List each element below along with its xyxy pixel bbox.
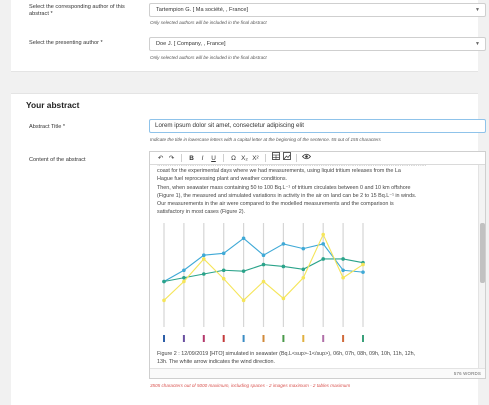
text-line: coast for the experimental days where we had measurements, using liquid tritium releases from the La xyxy=(157,168,401,174)
chart-point xyxy=(242,269,246,273)
chart-point xyxy=(282,265,286,269)
chart-time-marker xyxy=(263,335,265,342)
presenting-author-label: Select the presenting author * xyxy=(29,40,103,46)
text-line: (Figure 1), the measured and simulated variations in activity in the air on land can be 2 to 15 Bq.L⁻¹ in winds. xyxy=(157,192,417,199)
chart-point xyxy=(361,270,365,274)
chart-time-marker xyxy=(282,335,284,342)
chart-time-marker xyxy=(183,335,185,342)
abstract-title-help: Indicate the title in lowercase letters with a capital letter at the beginning of the sentence. 55 out of 155 characters xyxy=(150,137,381,142)
superscript-button[interactable]: X² xyxy=(252,154,259,162)
embedded-figure-chart xyxy=(150,219,479,349)
toolbar-divider xyxy=(181,154,182,162)
chart-point xyxy=(321,233,325,237)
chart-point xyxy=(202,257,206,261)
text-line: Our measurements in the air were compared to the modelled measurements and the comparison is xyxy=(157,200,394,207)
corresponding-author-label: Select the corresponding author of this abstract * xyxy=(29,4,125,17)
chart-point xyxy=(262,280,266,284)
text-line: Then, when seawater mass containing 50 to 100 Bq.L⁻¹ of tritium circulates between 0 and 10 km offshore xyxy=(157,184,411,191)
chevron-down-icon: ▼ xyxy=(475,7,480,13)
presenting-author-help: Only selected authors will be included in the final abstract xyxy=(150,55,267,60)
figure-caption-line: Figure 2 : 12/09/2019 [HTO] simulated in seawater (Bq.L<sup>-1</sup>), 06h, 07h, 08h, 09h, 10h, 11h, 12h, xyxy=(157,351,416,357)
chart-point xyxy=(302,268,306,272)
toolbar-divider xyxy=(223,154,224,162)
bold-button[interactable]: B xyxy=(189,154,194,162)
presenting-author-value: Doe J. [ Company, , France] xyxy=(156,41,226,47)
clipped-text-line: …………………………………………………………………………………………………………………………………… xyxy=(157,162,427,168)
abstract-title-input[interactable]: Lorem ipsum dolor sit amet, consectetur adipiscing elit xyxy=(149,119,486,133)
chart-time-marker xyxy=(342,335,344,342)
toolbar-divider xyxy=(296,154,297,162)
chart-time-marker xyxy=(163,335,165,342)
italic-button[interactable]: I xyxy=(201,154,204,162)
chart-point xyxy=(262,263,266,267)
chart-time-marker xyxy=(203,335,205,342)
abstract-title-label: Abstract Title * xyxy=(29,124,66,130)
underline-button[interactable]: U xyxy=(211,154,216,162)
chart-point xyxy=(262,253,266,257)
chart-point xyxy=(282,242,286,246)
editor-scrollbar[interactable] xyxy=(478,165,485,369)
authors-card xyxy=(11,0,478,72)
chart-point xyxy=(242,299,246,303)
rich-text-editor[interactable] xyxy=(149,151,486,379)
text-line: satisfactory in most cases (Figure 2). xyxy=(157,208,246,215)
chart-time-marker xyxy=(322,335,324,342)
chart-point xyxy=(162,299,166,303)
chart-point xyxy=(302,247,306,251)
chart-point xyxy=(321,257,325,261)
character-count: 3505 characters out of 5000 maximum, including spaces - 2 images maximum - 2 tables maximum xyxy=(150,383,351,388)
chart-point xyxy=(282,297,286,301)
corresponding-author-select[interactable] xyxy=(149,3,486,17)
redo-button[interactable]: ↷ xyxy=(168,154,175,162)
chart-time-marker xyxy=(223,335,225,342)
chart-point xyxy=(242,236,246,240)
chart-point xyxy=(341,268,345,272)
chart-point xyxy=(202,253,206,257)
section-title: Your abstract xyxy=(26,100,80,110)
chart-point xyxy=(321,242,325,246)
undo-button[interactable]: ↶ xyxy=(157,154,164,162)
corresponding-author-value: Tartempion G. [ Ma société, , France] xyxy=(156,7,249,13)
chart-point xyxy=(222,252,226,256)
editor-content[interactable] xyxy=(150,162,479,369)
text-line: Hague fuel reprocessing plant and weather conditions. xyxy=(157,176,288,182)
chart-time-marker xyxy=(362,335,364,342)
subscript-button[interactable]: X₂ xyxy=(241,154,248,162)
chart-point xyxy=(202,272,206,276)
chart-point xyxy=(341,276,345,280)
chart-point xyxy=(341,257,345,261)
chart-time-marker xyxy=(302,335,304,342)
scrollbar-thumb[interactable] xyxy=(480,223,485,283)
chart-point xyxy=(162,280,166,284)
editor-status-bar xyxy=(150,368,485,378)
chart-point xyxy=(182,280,186,284)
corresponding-author-help: Only selected authors will be included in the final abstract xyxy=(150,20,267,25)
chevron-down-icon: ▼ xyxy=(475,41,480,47)
chart-time-marker xyxy=(243,335,245,342)
abstract-content-label: Content of the abstract xyxy=(29,157,86,163)
chart-point xyxy=(222,268,226,272)
chart-point xyxy=(182,268,186,272)
presenting-author-select[interactable] xyxy=(149,37,486,51)
figure-caption-line: 13h. The white arrow indicates the wind direction. xyxy=(157,359,275,365)
chart-point xyxy=(222,277,226,281)
chart-point xyxy=(302,276,306,280)
word-count: 576 WORDS xyxy=(453,371,481,376)
abstract-card xyxy=(11,93,481,405)
chart-point xyxy=(182,276,186,280)
special-character-button[interactable]: Ω xyxy=(231,154,236,162)
chart-point xyxy=(361,263,365,267)
toolbar-divider xyxy=(265,154,266,162)
